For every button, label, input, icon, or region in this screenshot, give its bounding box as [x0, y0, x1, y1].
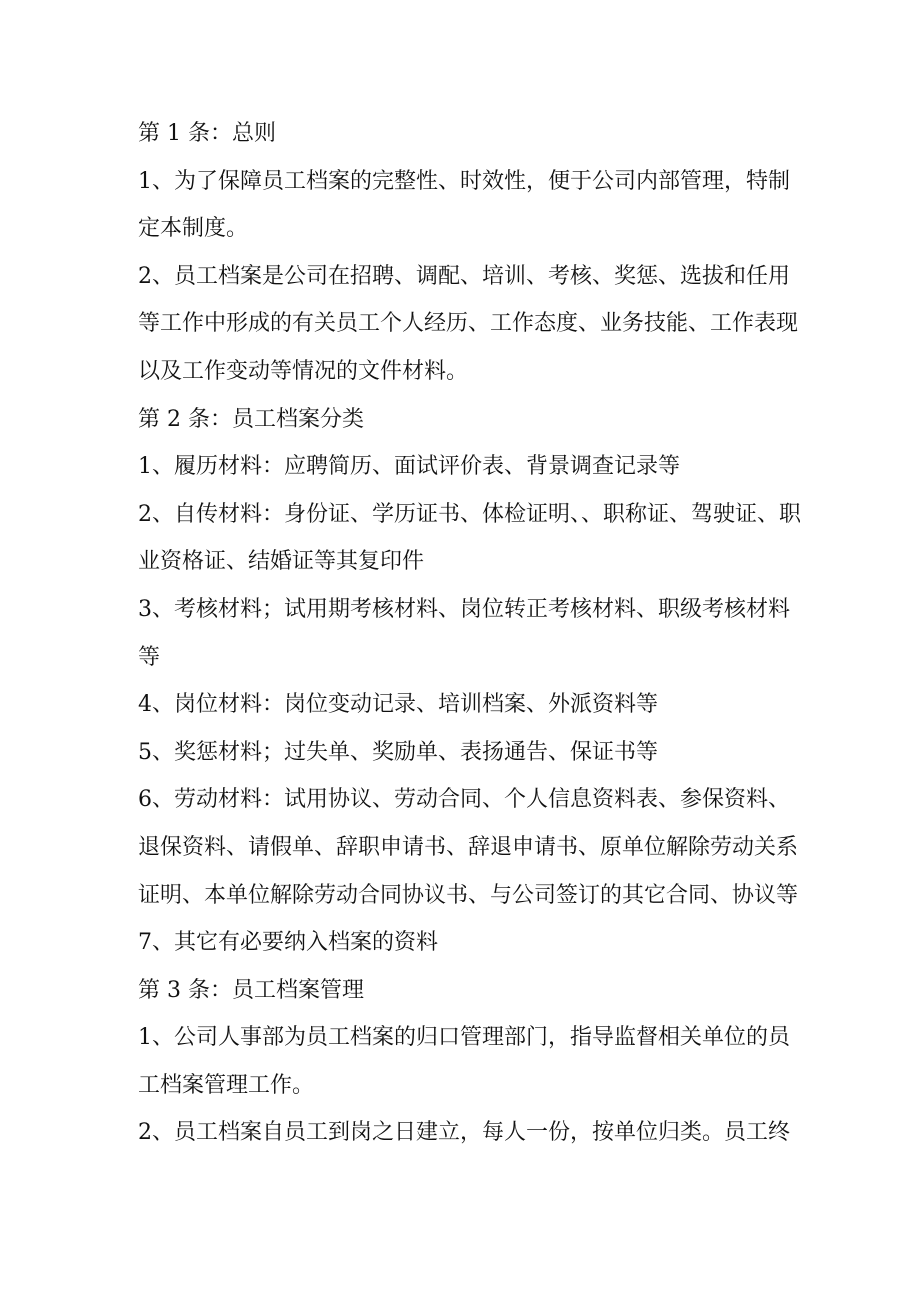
paragraph-line: 2、员工档案是公司在招聘、调配、培训、考核、奖惩、选拔和任用 [138, 263, 790, 289]
paragraph-line: 1、为了保障员工档案的完整性、时效性，便于公司内部管理，特制 [138, 168, 790, 194]
section-heading-2: 第 2 条：员工档案分类 [138, 406, 364, 432]
paragraph-line: 1、公司人事部为员工档案的归口管理部门，指导监督相关单位的员 [138, 1025, 790, 1051]
paragraph-line: 证明、本单位解除劳动合同协议书、与公司签订的其它合同、协议等 [138, 882, 799, 908]
document-body [138, 110, 801, 1157]
paragraph-line: 7、其它有必要纳入档案的资料 [138, 930, 438, 956]
paragraph-line: 2、自传材料：身份证、学历证书、体检证明、、职称证、驾驶证、职 [138, 501, 801, 527]
paragraph-line: 等工作中形成的有关员工个人经历、工作态度、业务技能、工作表现 [138, 311, 799, 337]
paragraph-line: 5、奖惩材料；过失单、奖励单、表扬通告、保证书等 [138, 739, 658, 765]
paragraph-line: 业资格证、结婚证等其复印件 [138, 549, 425, 575]
paragraph-line: 等 [138, 644, 161, 670]
paragraph-line: 定本制度。 [138, 216, 249, 242]
section-heading-3: 第 3 条：员工档案管理 [138, 977, 364, 1003]
paragraph-line: 2、员工档案自员工到岗之日建立，每人一份，按单位归类。员工终 [138, 1120, 790, 1146]
paragraph-line: 4、岗位材料：岗位变动记录、培训档案、外派资料等 [138, 692, 658, 718]
section-heading-1: 第 1 条：总则 [138, 121, 276, 146]
paragraph-line: 以及工作变动等情况的文件材料。 [138, 358, 469, 384]
paragraph-line: 工档案管理工作。 [138, 1072, 315, 1098]
paragraph-line: 退保资料、请假单、辞职申请书、辞退申请书、原单位解除劳动关系 [138, 834, 799, 860]
paragraph-line: 1、履历材料：应聘简历、面试评价表、背景调查记录等 [138, 454, 680, 480]
paragraph-line: 6、劳动材料：试用协议、劳动合同、个人信息资料表、参保资料、 [138, 787, 790, 813]
paragraph-line: 3、考核材料；试用期考核材料、岗位转正考核材料、职级考核材料 [138, 596, 790, 622]
